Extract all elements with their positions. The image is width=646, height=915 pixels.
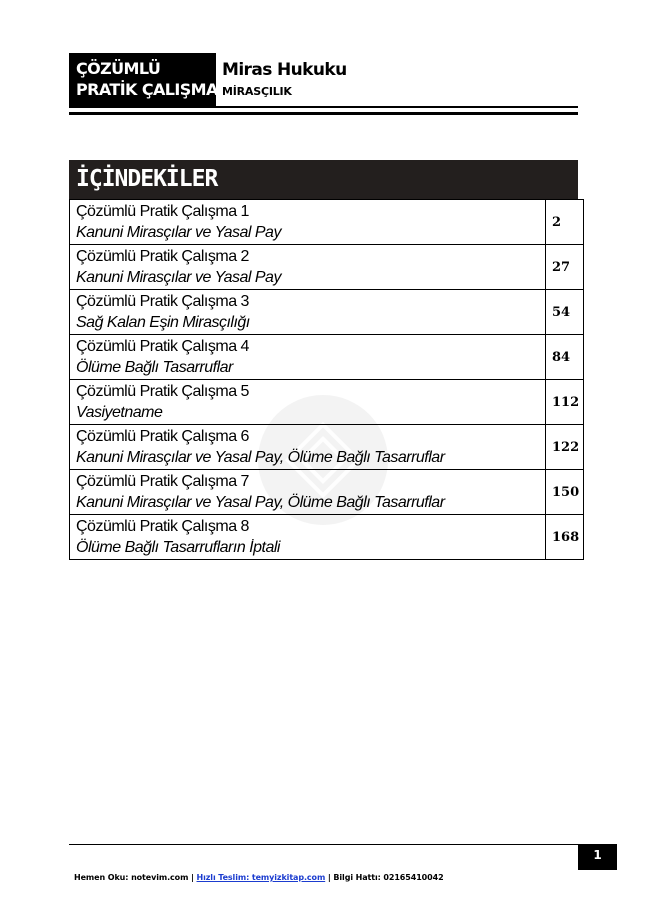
toc-row <box>70 425 584 470</box>
toc-table <box>69 199 584 560</box>
toc-row <box>70 380 584 425</box>
toc-entry-subtitle: Kanuni Mirasçılar ve Yasal Pay <box>76 224 281 241</box>
toc-page-number: 122 <box>546 425 584 470</box>
footer-separator: | <box>325 873 334 882</box>
footer-phone: Bilgi Hattı: 02165410042 <box>333 873 444 882</box>
toc-entry-title: Çözümlü Pratik Çalışma 3 <box>76 293 249 310</box>
toc-page-number: 54 <box>546 290 584 335</box>
toc-entry <box>70 425 546 470</box>
toc-row <box>70 245 584 290</box>
toc-entry <box>70 380 546 425</box>
toc-page-number: 150 <box>546 470 584 515</box>
series-label <box>69 53 216 106</box>
toc-page-number: 112 <box>546 380 584 425</box>
toc-entry <box>70 335 546 380</box>
toc-entry-subtitle: Kanuni Mirasçılar ve Yasal Pay <box>76 269 281 286</box>
footer-delivery-link[interactable]: Hızlı Teslim: temyizkitap.com <box>196 873 326 882</box>
footer-text <box>74 873 444 882</box>
toc-entry-subtitle: Ölüme Bağlı Tasarrufların İptali <box>76 539 280 556</box>
toc-entry <box>70 200 546 245</box>
toc-page-number: 27 <box>546 245 584 290</box>
toc-entry-title: Çözümlü Pratik Çalışma 8 <box>76 518 249 535</box>
header-rule-thin <box>69 106 578 108</box>
toc-entry-title: Çözümlü Pratik Çalışma 5 <box>76 383 249 400</box>
toc-row <box>70 200 584 245</box>
footer-separator: | <box>188 873 197 882</box>
toc-entry-subtitle: Sağ Kalan Eşin Mirasçılığı <box>76 314 250 331</box>
toc-entry-subtitle: Kanuni Mirasçılar ve Yasal Pay, Ölüme Bağlı Tasarruflar <box>76 449 445 466</box>
toc-row <box>70 290 584 335</box>
toc-page-number: 2 <box>546 200 584 245</box>
series-line-1: ÇÖZÜMLÜ <box>76 59 161 78</box>
toc-row <box>70 335 584 380</box>
footer-read-online: Hemen Oku: notevim.com <box>74 873 189 882</box>
toc-entry <box>70 515 546 560</box>
toc-entry-subtitle: Ölüme Bağlı Tasarruflar <box>76 359 233 376</box>
toc-entry-title: Çözümlü Pratik Çalışma 6 <box>76 428 249 445</box>
toc-page-number: 168 <box>546 515 584 560</box>
toc-entry-title: Çözümlü Pratik Çalışma 2 <box>76 248 249 265</box>
toc-entry <box>70 290 546 335</box>
toc-entry-subtitle: Kanuni Mirasçılar ve Yasal Pay, Ölüme Bağlı Tasarruflar <box>76 494 445 511</box>
toc-entry <box>70 245 546 290</box>
toc-entry-title: Çözümlü Pratik Çalışma 1 <box>76 203 249 220</box>
toc-row <box>70 515 584 560</box>
toc-heading: İÇİNDEKİLER <box>69 160 578 199</box>
series-line-2: PRATİK ÇALIŞMA <box>76 80 218 99</box>
toc-entry <box>70 470 546 515</box>
page-number: 1 <box>578 844 617 870</box>
toc-entry-title: Çözümlü Pratik Çalışma 7 <box>76 473 249 490</box>
header-rule-thick <box>69 112 578 115</box>
toc-entry-title: Çözümlü Pratik Çalışma 4 <box>76 338 249 355</box>
book-subtitle: MİRASÇILIK <box>222 85 292 98</box>
toc-page-number: 84 <box>546 335 584 380</box>
footer-rule <box>69 844 578 845</box>
book-title: Miras Hukuku <box>222 60 347 80</box>
toc-row <box>70 470 584 515</box>
toc-entry-subtitle: Vasiyetname <box>76 404 163 421</box>
